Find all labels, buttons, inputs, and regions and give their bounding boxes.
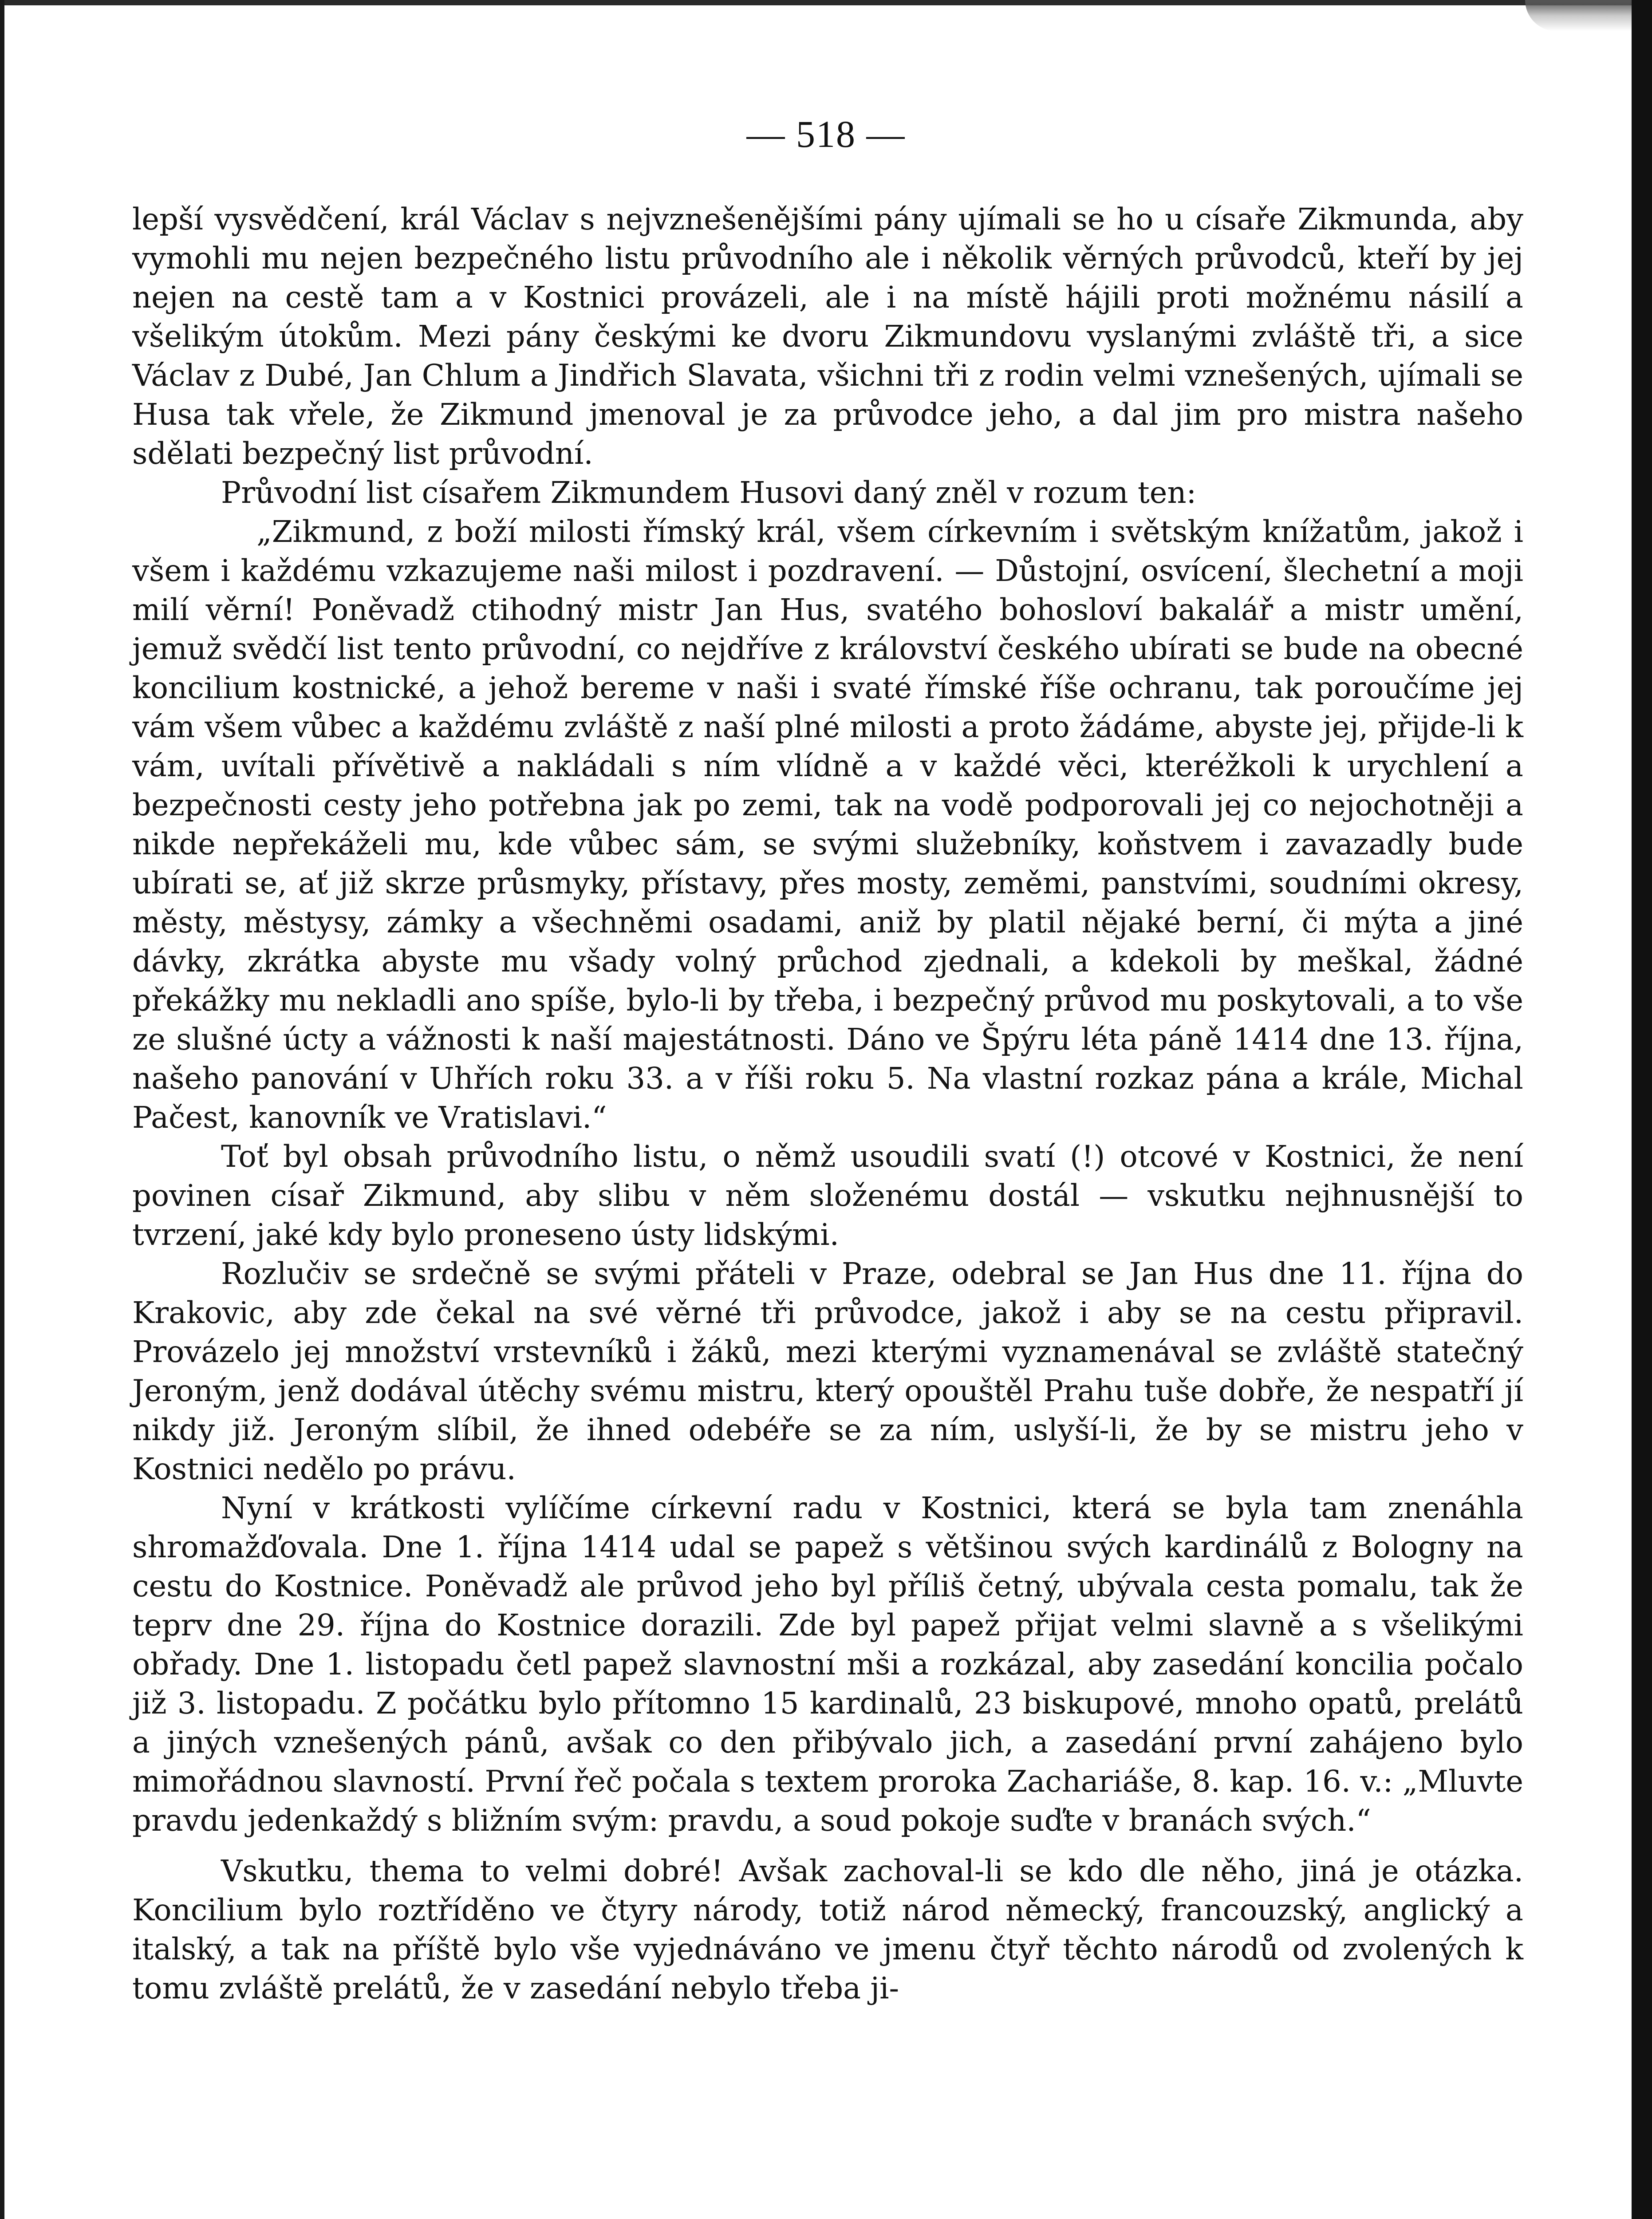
paragraph: lepší vysvědčení, král Václav s nejvznešenějšími pány ujímali se ho u císaře Zikmunda, aby vymohli mu nejen bezpečného listu průvodního ale i několik věrných průvodců, kteří by jej nejen na cestě tam a v Kostnici provázeli, ale i na místě hájili proti možnému násilí a všelikým útokům. Mezi pány českými ke dvoru Zikmundovu vyslanými zvláště tři, a sice Václav z Dubé, Jan Chlum a Jindřich Slavata, všichni tři z rodin velmi vznešených, ujímali se Husa tak vřele, že Zikmund jmenoval je za průvodce jeho, a dal jim pro mistra našeho sdělati bezpečný list průvodní. xyxy=(132,202,1523,471)
paragraph: Vskutku, thema to velmi dobré! Avšak zachoval-li se kdo dle něho, jiná je otázka. Koncilium bylo roztříděno ve čtyry národy, totiž národ německý, francouzský, anglický a italský, a tak na příště bylo vše vyjednáváno ve jmenu čtyř těchto národů od zvolených k tomu zvláště prelátů, že v zasedání nebylo třeba ji- xyxy=(132,1854,1523,2006)
paragraph: Průvodní list císařem Zikmundem Husovi daný zněl v rozum ten: xyxy=(221,475,1197,510)
paragraph: Nyní v krátkosti vylíčíme církevní radu v Kostnici, která se byla tam znenáhla shromažďovala. Dne 1. října 1414 udal se papež s většinou svých kardinálů z Bologny na cestu do Kostnice. Poněvadž ale průvod jeho byl příliš četný, ubývala cesta pomalu, tak že teprv dne 29. října do Kostnice dorazili. Zde byl papež přijat velmi slavně a s všelikými obřady. Dne 1. listopadu četl papež slavnostní mši a rozkázal, aby zasedání koncilia počalo již 3. listopadu. Z počátku bylo přítomno 15 kardinalů, 23 biskupové, mnoho opatů, prelátů a jiných vznešených pánů, avšak co den přibývalo jich, a zasedání první zahájeno bylo mimořádnou slavností. První řeč počala s textem proroka Zachariáše, 8. kap. 16. v.: „Mluvte pravdu jedenkaždý s bližním svým: pravdu, a soud pokoje suďte v branách svých.“ xyxy=(132,1491,1523,1838)
scan-edge-right xyxy=(1632,0,1652,2219)
paragraph-quote: „Zikmund, z boží milosti římský král, všem církevním i světským knížatům, jakož i všem i každému vzkazujeme naši milost i pozdravení. — Důstojní, osvícení, šlechetní a moji milí věrní! Poněvadž ctihodný mistr Jan Hus, svatého bohosloví bakalář a mistr umění, jemuž svědčí list tento průvodní, co nejdříve z království českého ubírati se bude na obecné koncilium kostnické, a jehož bereme v naši i svaté římské říše ochranu, tak poroučíme jej vám všem vůbec a každému zvláště z naší plné milosti a proto žádáme, abyste jej, přijde-li k vám, uvítali přívětivě a nakládali s ním vlídně a v každé věci, kteréžkoli k urychlení a bezpečnosti cesty jeho potřebna jak po zemi, tak na vodě podporovali jej co nejochotněji a nikde nepřekáželi mu, kde vůbec sám, se svými služebníky, koňstvem i zavazadly bude ubírati se, ať již skrze průsmyky, přístavy, přes mosty, zeměmi, panstvími, soudními okresy, městy, městysy, zámky a všechněmi osadami, aniž by platil nějaké berní, či mýta a jiné dávky, zkrátka abyste mu všady volný průchod zjednali, a kdekoli by meškal, žádné překážky mu nekladli ano spíše, bylo-li by třeba, i bezpečný průvod mu poskytovali, a to vše ze slušné úcty a vážnosti k naší majestátnosti. Dáno ve Špýru léta páně 1414 dne 13. října, našeho panování v Uhřích roku 33. a v říši roku 5. Na vlastní rozkaz pána a krále, Michal Pačest, kanovník ve Vratislavi.“ xyxy=(132,514,1523,1135)
scan-edge-top xyxy=(0,0,1652,5)
scan-edge-left xyxy=(0,0,4,2219)
paragraph: Toť byl obsah průvodního listu, o němž usoudili svatí (!) otcové v Kostnici, že není povinen císař Zikmund, aby slibu v něm složenému dostál — vskutku nejhnusnější to tvrzení, jaké kdy bylo proneseno ústy lidskými. xyxy=(132,1139,1523,1252)
page-number: — 518 — xyxy=(746,113,906,155)
scan-smudge xyxy=(1525,0,1632,31)
paragraph: Rozlučiv se srdečně se svými přáteli v Praze, odebral se Jan Hus dne 11. října do Krakovic, aby zde čekal na své věrné tři průvodce, jakož i aby se na cestu připravil. Provázelo jej množství vrstevníků i žáků, mezi kterými vyznamenával se zvláště statečný Jeroným, jenž dodával útěchy svému mistru, který opouštěl Prahu tuše dobře, že nespatří jí nikdy již. Jeroným slíbil, že ihned odebéře se za ním, uslyší-li, že by se mistru jeho v Kostnici nedělo po právu. xyxy=(132,1256,1523,1486)
body-text xyxy=(132,200,1523,2008)
